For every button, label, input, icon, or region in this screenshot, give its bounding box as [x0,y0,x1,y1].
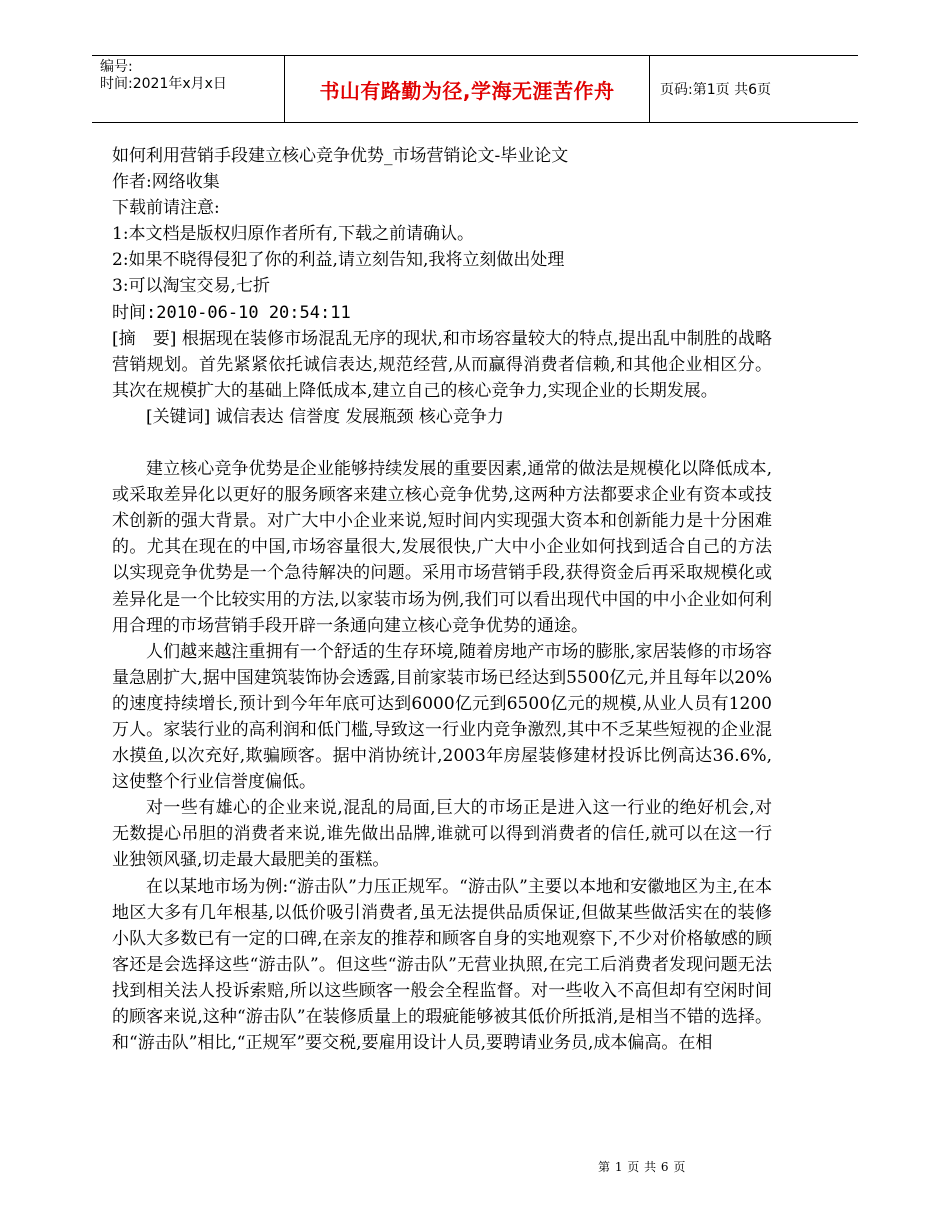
body-paragraph: 在以某地市场为例:“游击队”力压正规军。“游击队”主要以本地和安徽地区为主,在本地区大多有几年根基,以低价吸引消费者,虽无法提供品质保证,但做某些做活实在的装修小队大多数已有一定的口碑,在亲友的推荐和顾客自身的实地观察下,不少对价格敏感的顾客还是会选择这些“游击队”。但这些“游击队”无营业执照,在完工后消费者发现问题无法找到相关法人投诉索赔,所以这些顾客一般会全程监督。对一些收入不高但却有空闲时间的顾客来说,这种“游击队”在装修质量上的瑕疵能够被其低价所抵消,是相当不错的选择。和“游击队”相比,“正规军”要交税,要雇用设计人员,要聘请业务员,成本偏高。在相 [112,876,772,1054]
header-motto-cell [284,56,650,122]
body-paragraph: 对一些有雄心的企业来说,混乱的局面,巨大的市场正是进入这一行业的绝好机会,对无数提心吊胆的消费者来说,谁先做出品牌,谁就可以得到消费者的信任,就可以在这一行业独领风骚,切走最大最肥美的蛋糕。 [112,798,772,871]
header-time-label: 时间:2021年x月x日 [100,76,227,92]
article-title: 如何利用营销手段建立核心竞争优势_市场营销论文-毕业论文 [112,146,569,166]
notice-item: 1:本文档是版权归原作者所有,下载之前请确认。 [112,224,474,245]
header-meta [92,56,284,122]
notice-heading: 下载前请注意: [112,198,220,219]
page-header [92,55,858,123]
article-keywords: [关键词] 诚信表达 信誉度 发展瓶颈 核心竞争力 [146,406,504,427]
document-body [112,143,772,1056]
article-time: 时间:2010-06-10 20:54:11 [112,302,351,323]
header-motto: 书山有路勤为径,学海无涯苦作舟 [319,78,615,103]
header-number-label: 编号: [100,59,133,75]
notice-item: 3:可以淘宝交易,七折 [112,276,270,297]
article-abstract: [摘 要] 根据现在装修市场混乱无序的现状,和市场容量较大的特点,提出乱中制胜的战略营销规划。首先紧紧依托诚信表达,规范经营,从而赢得消费者信赖,和其他企业相区分。其次在规模扩大的基础上降低成本,建立自己的核心竞争力,实现企业的长期发展。 [112,328,772,401]
article-author: 作者:网络收集 [112,172,220,193]
header-page-cell [650,56,858,122]
page-footer: 第 1 页 共 6 页 [598,1160,686,1174]
header-page-info: 页码:第1页 共6页 [660,82,771,98]
body-paragraph: 建立核心竞争优势是企业能够持续发展的重要因素,通常的做法是规模化以降低成本,或采取差异化以更好的服务顾客来建立核心竞争优势,这两种方法都要求企业有资本或技术创新的强大背景。对广大中小企业来说,短时间内实现强大资本和创新能力是十分困难的。尤其在现在的中国,市场容量很大,发展很快,广大中小企业如何找到适合自己的方法以实现竞争优势是一个急待解决的问题。采用市场营销手段,获得资金后再采取规模化或差异化是一个比较实用的方法,以家装市场为例,我们可以看出现代中国的中小企业如何利用合理的市场营销手段开辟一条通向建立核心竞争优势的通途。 [112,459,772,636]
notice-item: 2:如果不晓得侵犯了你的利益,请立刻告知,我将立刻做出处理 [112,250,565,271]
paragraph-gap [112,430,772,456]
body-paragraph: 人们越来越注重拥有一个舒适的生存环境,随着房地产市场的膨胀,家居装修的市场容量急剧扩大,据中国建筑装饰协会透露,目前家装市场已经达到5500亿元,并且每年以20%的速度持续增长,预计到今年年底可达到6000亿元到6500亿元的规模,从业人员有1200万人。家装行业的高利润和低门槛,导致这一行业内竞争激烈,其中不乏某些短视的企业混水摸鱼,以次充好,欺骗顾客。据中消协统计,2003年房屋装修建材投诉比例高达36.6%,这使整个行业信誉度偏低。 [112,641,772,793]
